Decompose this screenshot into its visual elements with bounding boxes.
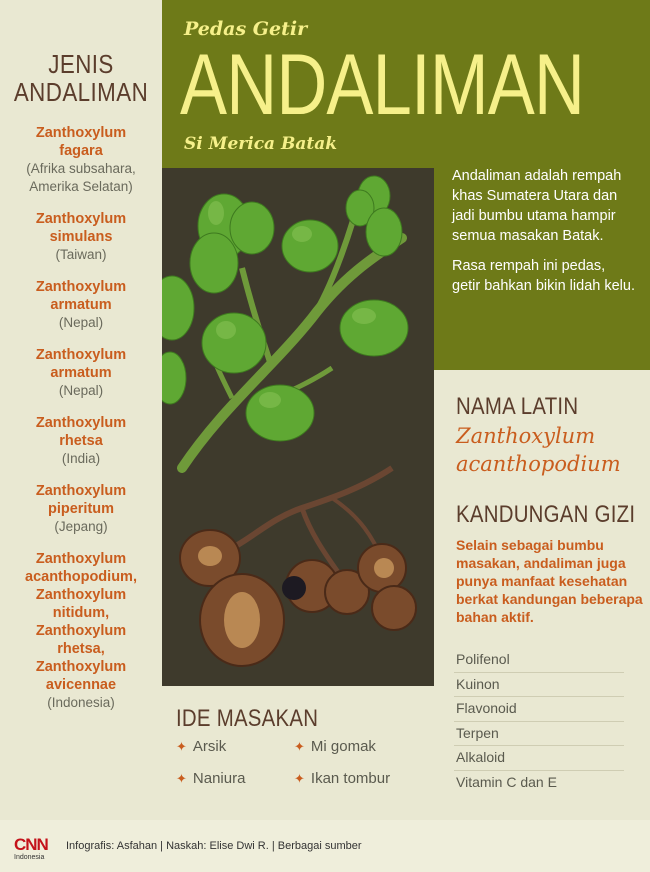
species-item bbox=[0, 278, 162, 332]
nutrient-item: Alkaloid bbox=[454, 746, 624, 771]
species-region: (Nepal) bbox=[58, 315, 104, 330]
latin-name bbox=[456, 422, 621, 478]
andaliman-illustration bbox=[162, 168, 434, 686]
species-region: (Afrika subsahara, Amerika Selatan) bbox=[26, 161, 136, 194]
recipe-item bbox=[176, 738, 226, 755]
star-bullet-icon: ✦ bbox=[176, 739, 187, 754]
recipe-item bbox=[176, 770, 245, 787]
andaliman-photo bbox=[162, 168, 434, 686]
species-item bbox=[0, 210, 162, 264]
logo-sub: Indonesia bbox=[14, 854, 45, 861]
nutrient-item: Kuinon bbox=[454, 673, 624, 698]
recipe-ideas-panel bbox=[162, 686, 434, 820]
species-name: Zanthoxylum simulans bbox=[35, 211, 127, 245]
star-bullet-icon: ✦ bbox=[294, 739, 305, 754]
page-title: ANDALIMAN bbox=[180, 37, 585, 133]
description-panel bbox=[434, 168, 650, 370]
species-name: Zanthoxylum fagara bbox=[35, 125, 127, 159]
description-paragraph-1: Andaliman adalah rempah khas Sumatera Utara dan jadi bumbu utama hampir semua masakan Batak. bbox=[452, 168, 622, 244]
latin-name-line2: acanthopodium bbox=[456, 452, 621, 476]
star-bullet-icon: ✦ bbox=[294, 771, 305, 786]
nutrient-list bbox=[454, 648, 624, 794]
title-subtitle: Si Merica Batak bbox=[184, 134, 338, 154]
species-region: (Indonesia) bbox=[47, 695, 115, 710]
species-region: (Jepang) bbox=[54, 519, 108, 534]
recipe-ideas-heading: IDE MASAKAN bbox=[176, 705, 319, 732]
nutrition-heading: KANDUNGAN GIZI bbox=[456, 501, 636, 528]
description-paragraph-2: Rasa rempah ini pedas, getir bahkan bikin lidah kelu. bbox=[452, 258, 635, 294]
species-name: Zanthoxylum rhetsa bbox=[35, 415, 127, 449]
logo-main: CNN bbox=[14, 835, 48, 854]
info-panel bbox=[434, 370, 650, 820]
recipe-label: Mi gomak bbox=[310, 738, 376, 755]
nutrient-item: Vitamin C dan E bbox=[456, 773, 557, 790]
recipe-item bbox=[294, 770, 390, 787]
title-banner bbox=[162, 0, 650, 168]
recipe-label: Arsik bbox=[192, 738, 227, 755]
species-title-line2: ANDALIMAN bbox=[13, 77, 149, 107]
species-name: Zanthoxylum armatum bbox=[35, 279, 127, 313]
species-name: Zanthoxylum acanthopodium, Zanthoxylum nitidum, Zanthoxylum rhetsa, Zanthoxylum avicennae bbox=[25, 551, 137, 693]
recipe-label: Naniura bbox=[192, 770, 246, 787]
cnn-logo bbox=[14, 836, 56, 864]
species-panel bbox=[0, 0, 162, 820]
species-region: (Nepal) bbox=[58, 383, 104, 398]
species-name: Zanthoxylum piperitum bbox=[35, 483, 127, 517]
latin-name-heading: NAMA LATIN bbox=[456, 393, 579, 420]
latin-name-line1: Zanthoxylum bbox=[456, 424, 596, 448]
species-list bbox=[0, 124, 162, 712]
species-title-line1: JENIS bbox=[48, 49, 114, 79]
species-region: (Taiwan) bbox=[55, 247, 107, 262]
species-item bbox=[0, 414, 162, 468]
credits: Infografis: Asfahan | Naskah: Elise Dwi R. | Berbagai sumber bbox=[66, 840, 362, 852]
recipe-label: Ikan tombur bbox=[310, 770, 391, 787]
species-name: Zanthoxylum armatum bbox=[35, 347, 127, 381]
species-item bbox=[0, 482, 162, 536]
species-item bbox=[0, 346, 162, 400]
title-kicker: Pedas Getir bbox=[184, 18, 308, 40]
species-region: (India) bbox=[61, 451, 101, 466]
nutrient-item: Terpen bbox=[454, 722, 624, 747]
recipe-item bbox=[294, 738, 376, 755]
star-bullet-icon: ✦ bbox=[176, 771, 187, 786]
species-item bbox=[0, 124, 162, 196]
species-panel-title bbox=[11, 50, 150, 106]
nutrient-item: Polifenol bbox=[454, 648, 624, 673]
species-item bbox=[0, 550, 162, 712]
nutrition-intro: Selain sebagai bumbu masakan, andaliman juga punya manfaat kesehatan berkat kandungan beberapa bahan aktif. bbox=[456, 537, 643, 625]
nutrient-item: Flavonoid bbox=[454, 697, 624, 722]
footer bbox=[0, 820, 650, 872]
